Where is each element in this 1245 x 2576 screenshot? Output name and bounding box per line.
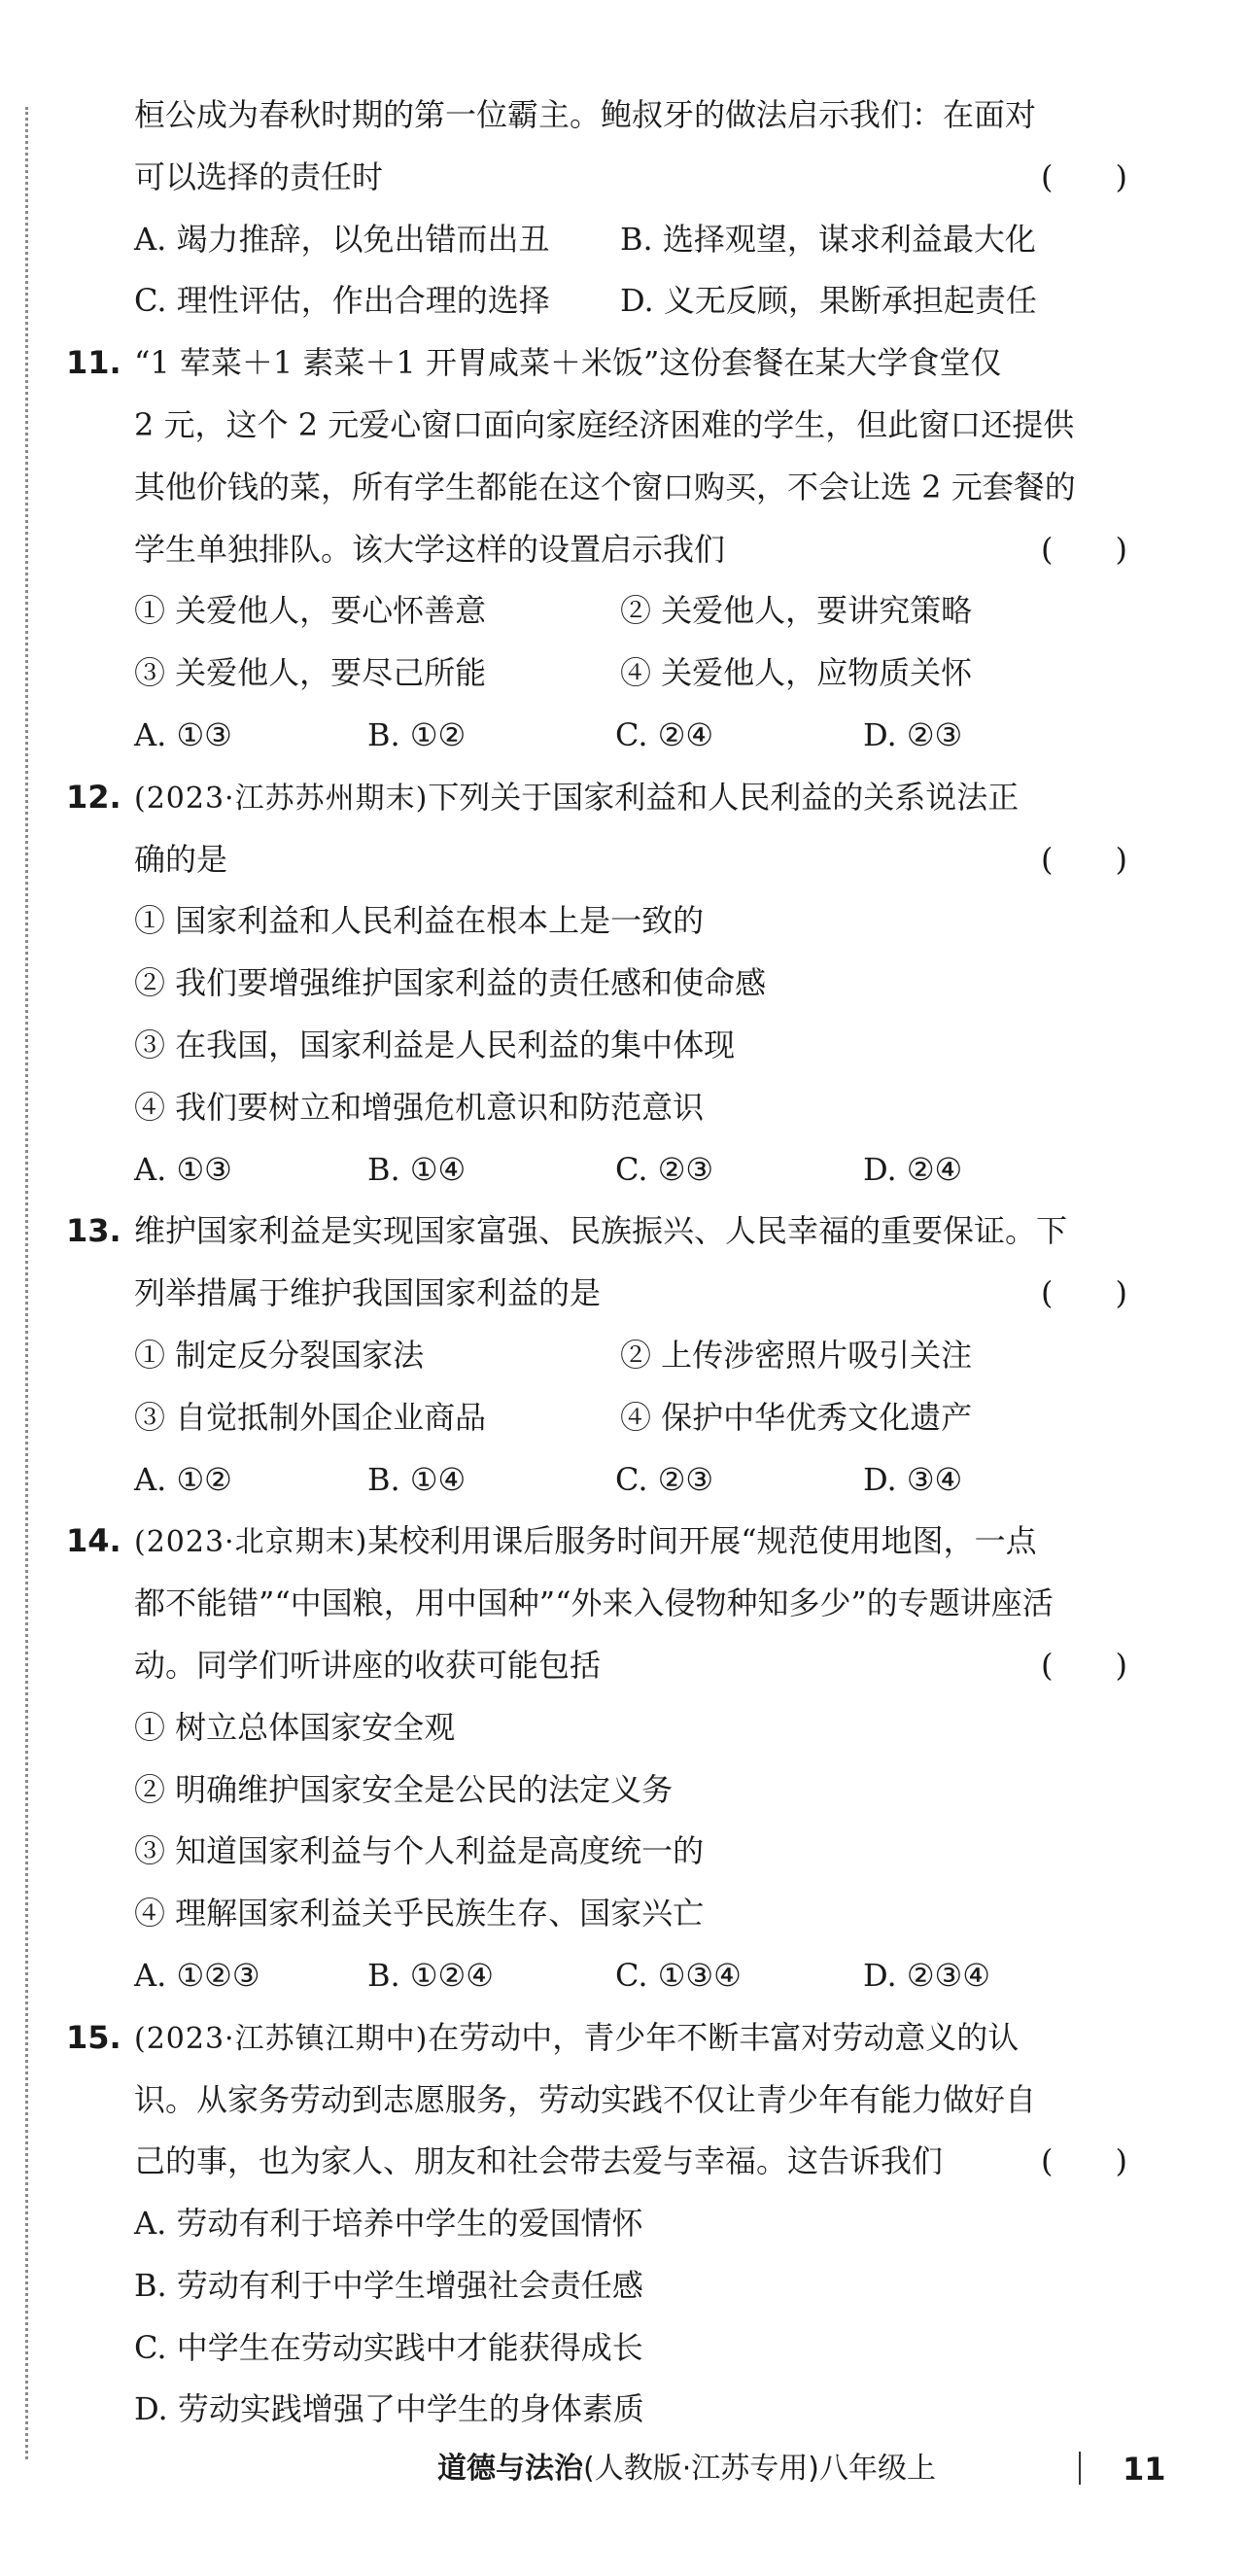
- q13-items-row-1: [66, 1336, 1135, 1375]
- q10-option-c[interactable]: C. 理性评估，作出合理的选择: [134, 282, 550, 320]
- question-page: [66, 95, 1135, 2452]
- q14-item-1: ① 树立总体国家安全观: [134, 1708, 456, 1746]
- q14-choices: [66, 1956, 1135, 1995]
- q13-stem-line-2: 列举措属于维护我国国家利益的是 ( ): [134, 1274, 1127, 1312]
- q14-choice-b[interactable]: B. ①②④: [367, 1956, 494, 1994]
- q10-option-b[interactable]: B. 选择观望，谋求利益最大化: [620, 220, 1036, 258]
- q13-choice-d[interactable]: D. ③④: [863, 1460, 963, 1498]
- q15-stem-line-3: 己的事，也为家人、朋友和社会带去爱与幸福。这告诉我们 ( ): [134, 2142, 1127, 2180]
- q14-stem-line-2: 都不能错”“中国粮，用中国种”“外来入侵物种知多少”的专题讲座活: [134, 1584, 1054, 1622]
- q13-choice-a[interactable]: A. ①②: [134, 1460, 232, 1498]
- footer-subject: 道德与法治: [437, 2452, 583, 2486]
- q13-stem-line-1: 13. 维护国家利益是实现国家富强、民族振兴、人民幸福的重要保证。下: [66, 1212, 1068, 1250]
- q14-choice-d[interactable]: D. ②③④: [863, 1956, 990, 1994]
- q13-choices: [66, 1460, 1135, 1499]
- q12-answer-parentheses[interactable]: ( ): [1041, 840, 1127, 878]
- q11-stem-line-1: 11. “1 荤菜＋1 素菜＋1 开胃咸菜＋米饭”这份套餐在某大学食堂仅: [66, 344, 1002, 382]
- q10-stem-line-2: 可以选择的责任时 ( ): [134, 157, 1127, 195]
- q15-option-d[interactable]: D. 劳动实践增强了中学生的身体素质: [134, 2390, 644, 2428]
- q11-choice-d[interactable]: D. ②③: [863, 715, 963, 753]
- q14-stem-line-1: 14. (2023·北京期末)某校利用课后服务时间开展“规范使用地图，一点: [66, 1522, 1037, 1560]
- page-footer: [437, 2448, 1176, 2490]
- q11-item-1: ① 关爱他人，要心怀善意: [134, 592, 487, 630]
- q12-item-4: ④ 我们要树立和增强危机意识和防范意识: [134, 1088, 705, 1126]
- q10-stem-line-1: 桓公成为春秋时期的第一位霸主。鲍叔牙的做法启示我们：在面对: [134, 96, 1037, 133]
- q12-choice-d[interactable]: D. ②④: [863, 1150, 963, 1188]
- q14-item-4: ④ 理解国家利益关乎民族生存、国家兴亡: [134, 1895, 705, 1932]
- q11-stem-line-3: 其他价钱的菜，所有学生都能在这个窗口购买，不会让选 2 元套餐的: [134, 468, 1076, 505]
- q13-choice-c[interactable]: C. ②③: [615, 1460, 714, 1498]
- q11-items-row-2: [66, 653, 1135, 692]
- q11-stem-line-4: 学生单独排队。该大学这样的设置启示我们 ( ): [134, 530, 1127, 568]
- q12-stem-line-2: 确的是 ( ): [134, 840, 1127, 878]
- q11-choices: [66, 715, 1135, 754]
- q12-choice-a[interactable]: A. ①③: [134, 1150, 232, 1188]
- q12-choices: [66, 1150, 1135, 1189]
- q11-choice-a[interactable]: A. ①③: [134, 715, 232, 753]
- q11-number: 11.: [66, 344, 121, 382]
- q12-item-2: ② 我们要增强维护国家利益的责任感和使命感: [134, 964, 767, 1002]
- q13-item-4: ④ 保护中华优秀文化遗产: [620, 1398, 973, 1436]
- q14-item-2: ② 明确维护国家安全是公民的法定义务: [134, 1770, 674, 1808]
- q14-source-tag: (2023·北京期末): [134, 1525, 368, 1560]
- q10-option-d[interactable]: D. 义无反顾，果断承担起责任: [620, 282, 1037, 320]
- q12-number: 12.: [66, 778, 121, 816]
- q13-number: 13.: [66, 1212, 121, 1250]
- q10-option-a[interactable]: A. 竭力推辞，以免出错而出丑: [134, 220, 550, 258]
- q11-item-3: ③ 关爱他人，要尽己所能: [134, 654, 487, 692]
- q14-choice-c[interactable]: C. ①③④: [615, 1956, 742, 1994]
- q14-choice-a[interactable]: A. ①②③: [134, 1956, 260, 1994]
- q11-choice-b[interactable]: B. ①②: [367, 715, 467, 753]
- q11-choice-c[interactable]: C. ②④: [615, 715, 714, 753]
- q13-answer-parentheses[interactable]: ( ): [1041, 1274, 1127, 1312]
- q15-option-b[interactable]: B. 劳动有利于中学生增强社会责任感: [134, 2266, 643, 2304]
- q15-option-a[interactable]: A. 劳动有利于培养中学生的爱国情怀: [134, 2205, 643, 2243]
- q15-option-c[interactable]: C. 中学生在劳动实践中才能获得成长: [134, 2328, 643, 2366]
- q14-item-3: ③ 知道国家利益与个人利益是高度统一的: [134, 1832, 705, 1870]
- page-number: 11: [1123, 2451, 1166, 2488]
- q10-options-row-2: [66, 281, 1135, 320]
- q11-answer-parentheses[interactable]: ( ): [1041, 530, 1127, 568]
- q14-answer-parentheses[interactable]: ( ): [1041, 1646, 1127, 1684]
- q15-stem-line-1: 15. (2023·江苏镇江期中)在劳动中，青少年不断丰富对劳动意义的认: [66, 2018, 1020, 2056]
- q15-stem-line-2: 识。从家务劳动到志愿服务，劳动实践不仅让青少年有能力做好自: [134, 2080, 1037, 2118]
- q15-answer-parentheses[interactable]: ( ): [1041, 2142, 1127, 2180]
- binding-margin-dotted-line: [25, 107, 28, 2459]
- q15-source-tag: (2023·江苏镇江期中): [134, 2021, 429, 2056]
- q14-stem-line-3: 动。同学们听讲座的收获可能包括 ( ): [134, 1646, 1127, 1684]
- q12-item-3: ③ 在我国，国家利益是人民利益的集中体现: [134, 1026, 736, 1063]
- q14-number: 14.: [66, 1522, 121, 1560]
- footer-divider: [1079, 2452, 1081, 2485]
- q15-number: 15.: [66, 2018, 121, 2056]
- q12-stem-line-1: 12. (2023·江苏苏州期末)下列关于国家利益和人民利益的关系说法正: [66, 778, 1020, 816]
- q12-item-1: ① 国家利益和人民利益在根本上是一致的: [134, 902, 705, 940]
- q13-item-3: ③ 自觉抵制外国企业商品: [134, 1398, 487, 1436]
- q10-options-row-1: [66, 220, 1135, 259]
- q12-source-tag: (2023·江苏苏州期末): [134, 781, 429, 816]
- q11-stem-line-2: 2 元，这个 2 元爱心窗口面向家庭经济困难的学生，但此窗口还提供: [134, 405, 1075, 443]
- q13-choice-b[interactable]: B. ①④: [367, 1460, 467, 1498]
- q13-item-1: ① 制定反分裂国家法: [134, 1336, 425, 1374]
- q12-choice-c[interactable]: C. ②③: [615, 1150, 714, 1188]
- footer-edition: (人教版·江苏专用)八年级上: [583, 2452, 936, 2486]
- q10-answer-parentheses[interactable]: ( ): [1041, 157, 1127, 195]
- q12-choice-b[interactable]: B. ①④: [367, 1150, 467, 1188]
- q11-item-4: ④ 关爱他人，应物质关怀: [620, 654, 973, 692]
- q13-item-2: ② 上传涉密照片吸引关注: [620, 1336, 973, 1374]
- q11-item-2: ② 关爱他人，要讲究策略: [620, 592, 973, 630]
- q13-items-row-2: [66, 1398, 1135, 1437]
- q11-items-row-1: [66, 591, 1135, 630]
